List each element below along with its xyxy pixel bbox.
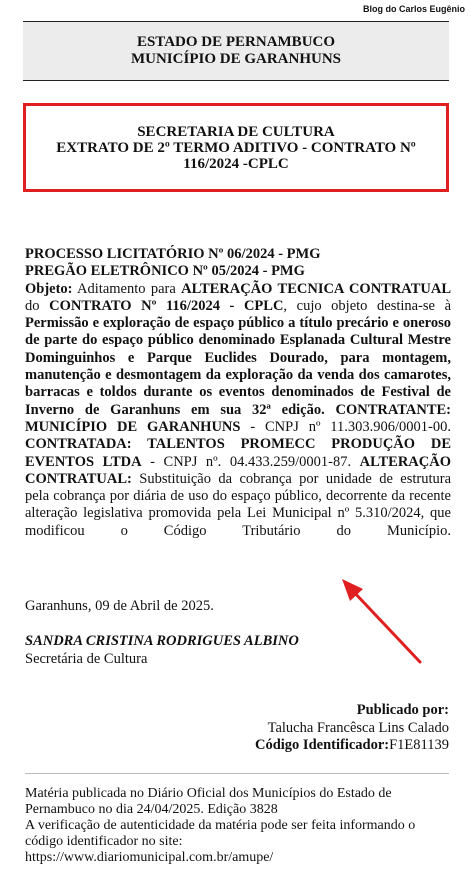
document-date: Garanhuns, 09 de Abril de 2025. xyxy=(25,598,214,614)
publication-block xyxy=(255,702,449,755)
state-name: ESTADO DE PERNAMBUCO xyxy=(136,34,336,50)
footer-divider xyxy=(25,773,449,774)
municipality-name: MUNICÍPIO DE GARANHUNS xyxy=(130,51,341,67)
objeto-label: Objeto: xyxy=(25,280,73,297)
extract-title: EXTRATO DE 2º TERMO ADITIVO - CONTRATO Nº xyxy=(56,139,416,156)
footer-note xyxy=(25,786,455,866)
objeto-text-1: Aditamento para xyxy=(72,280,182,297)
signatory-role: Secretária de Cultura xyxy=(25,651,148,667)
alteracao-text: Substituição da cobrança por unidade de estrutura pela cobrança por diária de uso do espaço público, decorrente da recente alteração legislativa promovida pela Lei Municipal nº 5.310/2024, que modificou o Código Tributário do Município. xyxy=(25,470,451,539)
objeto-text-2: do xyxy=(25,297,50,314)
contratada-label: CONTRATADA: TALENTOS PROMECC PRODUÇÃO DE EVENTOS LTDA xyxy=(25,436,451,470)
footer-site-link[interactable]: https://www.diariomunicipal.com.br/amupe/ xyxy=(25,850,274,865)
objeto-amendment: ALTERAÇÃO TECNICA CONTRATUAL xyxy=(181,280,451,297)
alteracao-label: ALTERAÇÃO CONTRATUAL: xyxy=(25,453,451,487)
signatory-name: SANDRA CRISTINA RODRIGUES ALBINO xyxy=(25,633,299,649)
contract-number: 116/2024 -CPLC xyxy=(183,155,289,172)
objeto-text-3: , cujo objeto destina-se à xyxy=(283,297,452,314)
footer-verification-info: A verificação de autenticidade da matéria pode ser feita informando o código identificador no site: xyxy=(25,818,416,849)
processo-line: PROCESSO LICITATÓRIO Nº 06/2024 - PMG xyxy=(25,246,321,262)
code-label: Código Identificador: xyxy=(254,737,390,753)
publisher-name: Talucha Francêsca Lins Calado xyxy=(267,719,449,736)
objeto-description: Permissão e exploração de espaço público a título precário e oneroso de parte do espaço público denominado Esplanada Cultural Mestre Dominguinhos e Parque Euclides Dourado, para montagem, manutenção e desmontagem da exploração da venda dos camarotes, barracas e toldos durante os eventos denominados de Festival de Inverno de Garanhuns em sua 32ª edição. xyxy=(25,315,451,418)
contratante-label: CONTRATANTE: MUNICÍPIO DE GARANHUNS xyxy=(25,401,451,435)
footer-publication-info: Matéria publicada no Diário Oficial dos Municípios do Estado de Pernambuco no dia 24/04/2025. Edição 3828 xyxy=(25,786,392,817)
code-value: F1E81139 xyxy=(389,737,449,753)
blog-watermark: Blog do Carlos Eugênio xyxy=(362,4,465,14)
contratada-cnpj: - CNPJ nº. 04.433.259/0001-87. xyxy=(141,453,360,470)
contratante-cnpj: - CNPJ nº 11.303.906/0001-00. xyxy=(240,418,451,435)
objeto-contract: CONTRATO Nº 116/2024 - CPLC xyxy=(49,297,284,314)
secretaria-name: SECRETARIA DE CULTURA xyxy=(137,123,335,140)
published-by-label: Publicado por: xyxy=(356,702,449,718)
pregao-line: PREGÃO ELETRÔNICO Nº 05/2024 - PMG xyxy=(25,263,305,280)
